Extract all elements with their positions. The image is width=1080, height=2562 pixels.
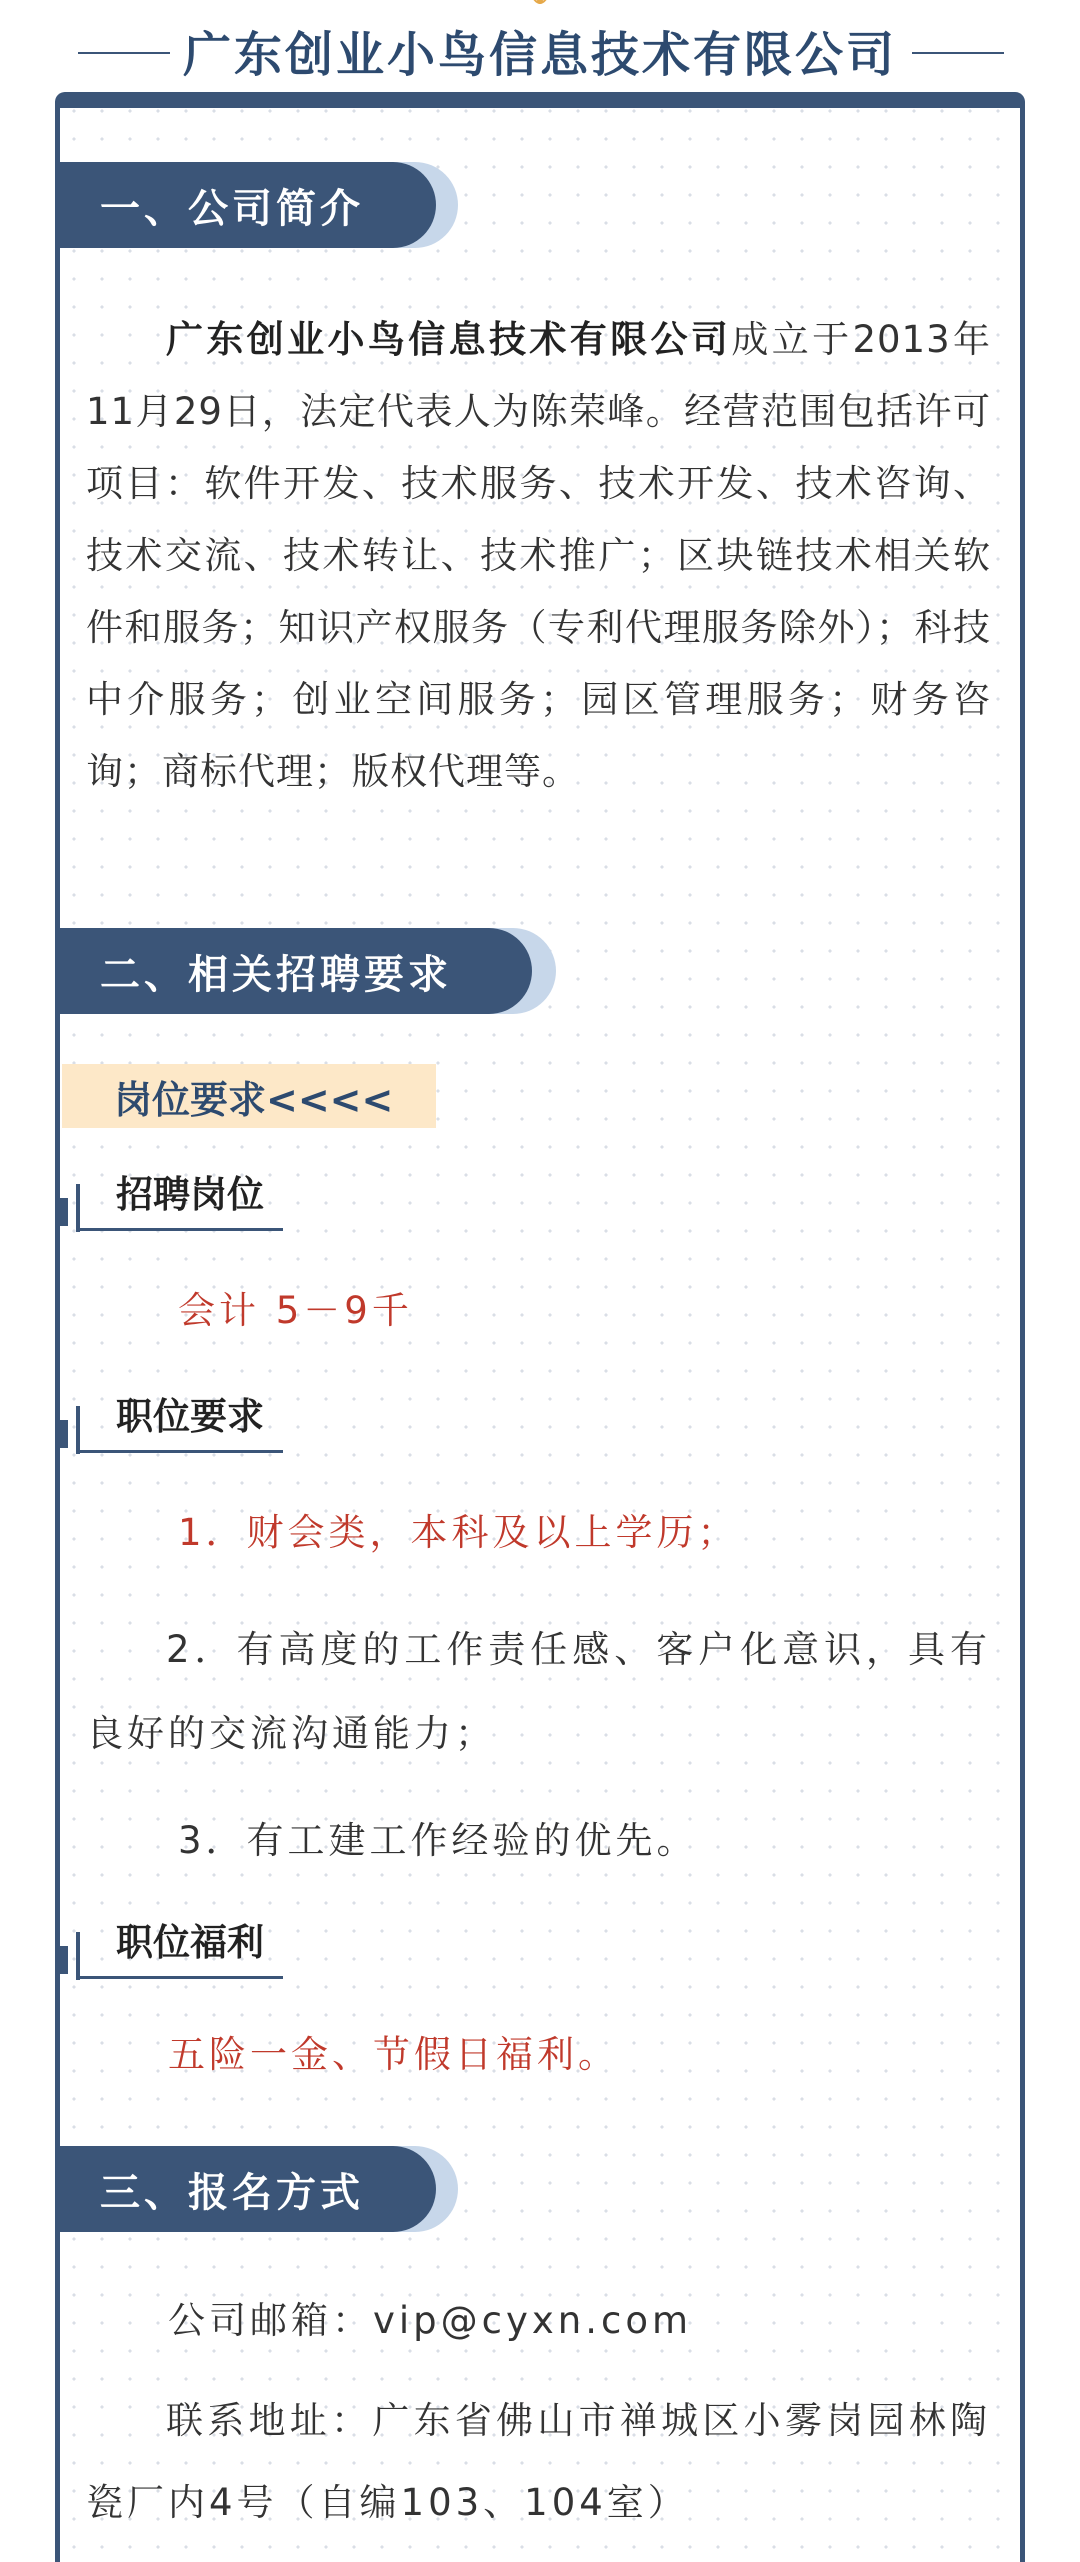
position-requirements-label: 岗位要求<<<<	[62, 1064, 436, 1128]
page-title: 广东创业小鸟信息技术有限公司	[182, 26, 897, 83]
subheading-position-label: 招聘岗位	[116, 1173, 264, 1216]
card-top-band	[55, 92, 1025, 108]
benefits-value: 五险一金、节假日福利。	[168, 2033, 619, 2076]
position-value: 会计 5－9千	[178, 1289, 413, 1332]
subheading-position	[58, 1170, 283, 1232]
subheading-requirements-label: 职位要求	[116, 1395, 264, 1438]
section-heading-recruit	[58, 928, 532, 1014]
subheading-benefits	[58, 1918, 283, 1980]
apply-email: 公司邮箱：vip@cyxn.com	[168, 2299, 693, 2342]
section-heading-apply	[58, 2146, 436, 2232]
ornament-icon	[530, 0, 550, 10]
subheading-benefits-label: 职位福利	[116, 1921, 264, 1964]
section-heading-intro-label: 一、公司简介	[58, 162, 436, 248]
title-divider-right	[912, 52, 1004, 54]
page-header	[0, 0, 1080, 98]
intro-company-name: 广东创业小鸟信息技术有限公司	[166, 318, 732, 361]
section-heading-recruit-label: 二、相关招聘要求	[58, 928, 532, 1014]
apply-address: 联系地址：广东省佛山市禅城区小雾岗园林陶瓷厂内4号（自编103、104室）	[86, 2399, 991, 2524]
requirement-item-1: 1．财会类，本科及以上学历；	[178, 1511, 739, 1554]
section-heading-apply-label: 三、报名方式	[58, 2146, 436, 2232]
requirement-item-3: 3．有工建工作经验的优先。	[178, 1819, 698, 1862]
title-divider-left	[78, 52, 170, 54]
subheading-requirements	[58, 1392, 283, 1454]
requirement-item-2: 2．有高度的工作责任感、客户化意识，具有良好的交流沟通能力；	[86, 1628, 991, 1755]
intro-paragraph	[86, 304, 991, 808]
section-heading-intro	[58, 162, 436, 248]
intro-body: 成立于2013年11月29日，法定代表人为陈荣峰。经营范围包括许可项目：软件开发、技术服务、技术开发、技术咨询、技术交流、技术转让、技术推广；区块链技术相关软件和服务；知识产权服务（专利代理服务除外）；科技中介服务；创业空间服务；园区管理服务；财务咨询；商标代理；版权代理等。	[86, 318, 991, 793]
